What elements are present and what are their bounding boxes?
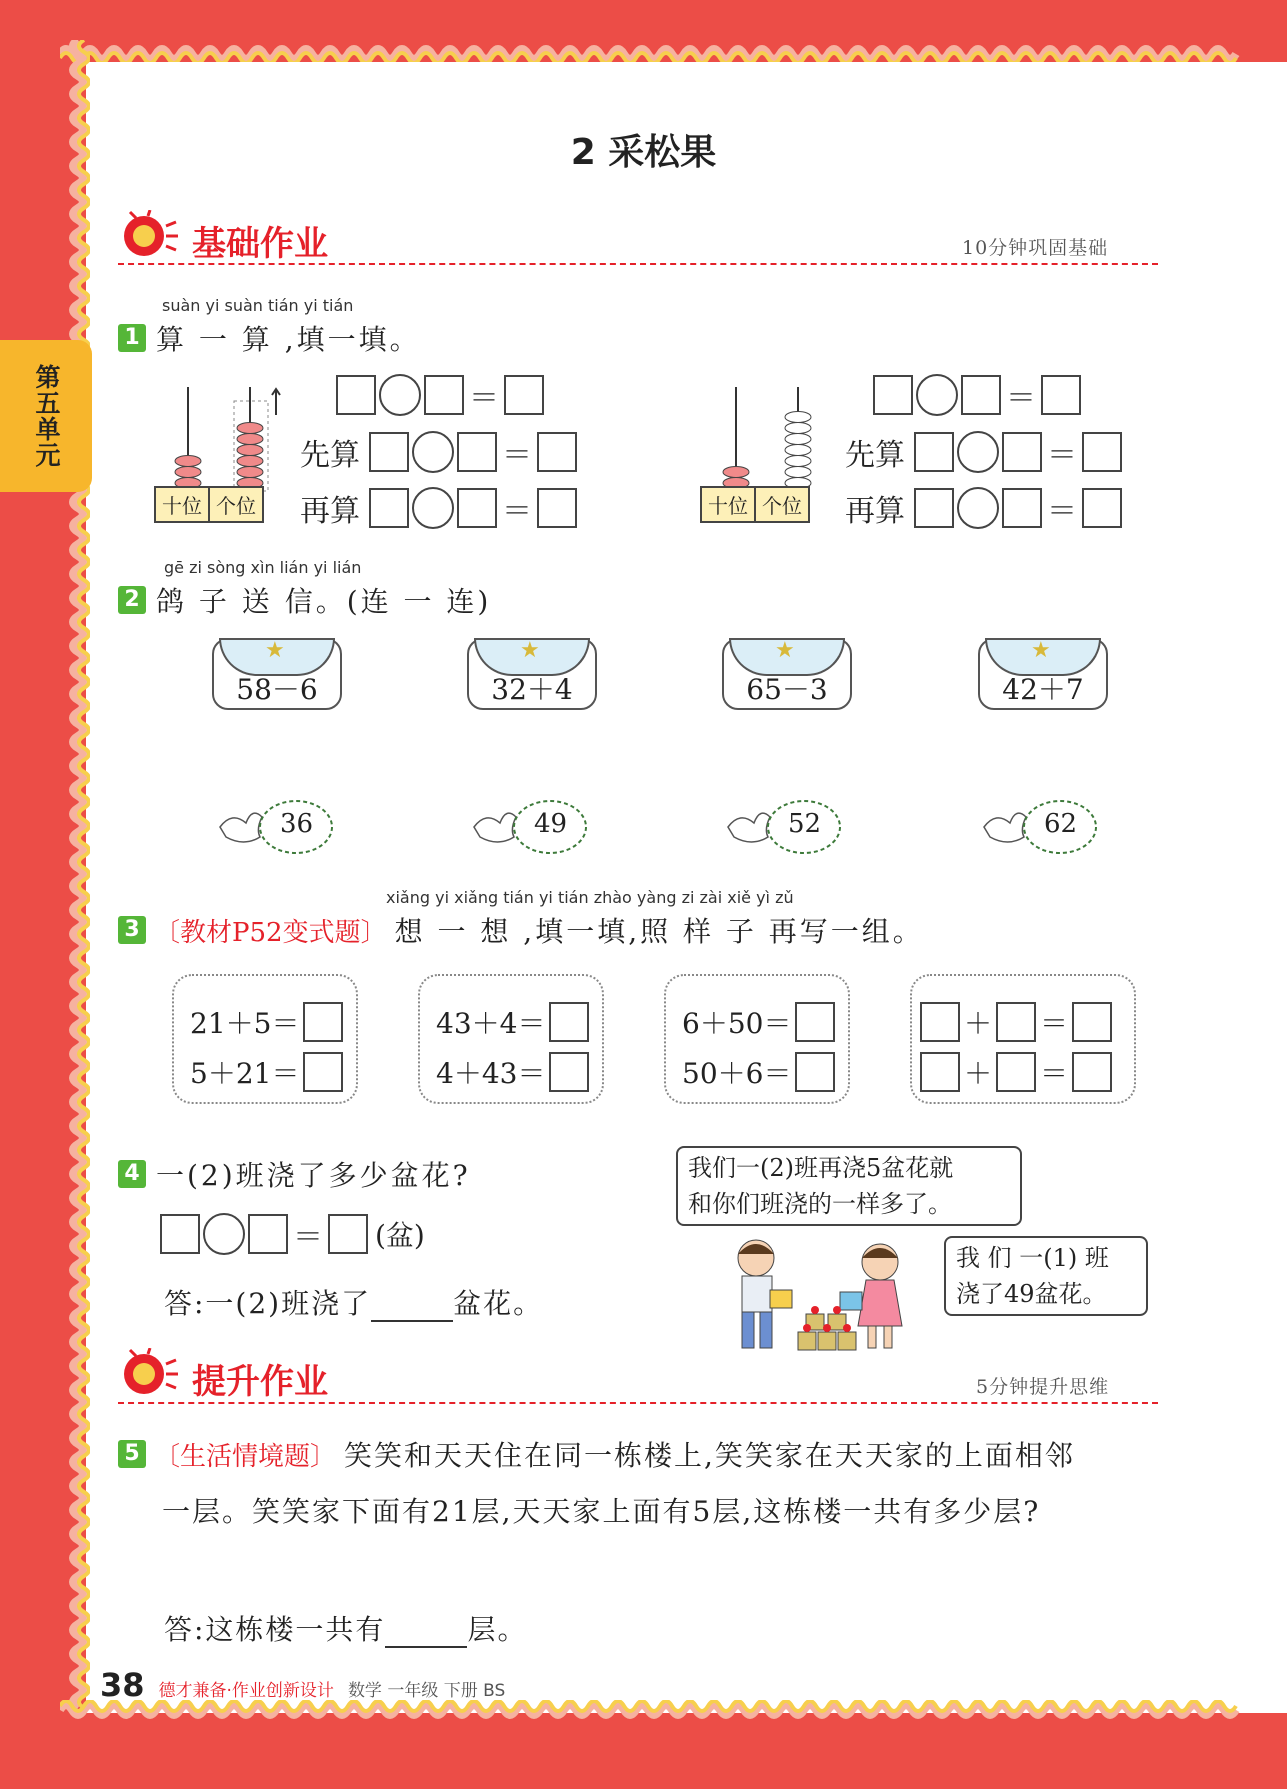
- answer-box[interactable]: [873, 375, 913, 415]
- page-number: 38: [100, 1666, 145, 1704]
- footer-info: 数学 一年级 下册 BS: [347, 1681, 506, 1701]
- q5-line2: 一层。笑笑家下面有21层,天天家上面有5层,这栋楼一共有多少层?: [162, 1495, 1041, 1528]
- abacus-ones-label: 个位: [762, 494, 802, 518]
- answer-box[interactable]: [996, 1052, 1036, 1092]
- q1-text: 算 一 算 ,填一填。: [156, 323, 421, 356]
- answer-box[interactable]: [1041, 375, 1081, 415]
- answer-box[interactable]: [160, 1214, 200, 1254]
- envelope-expression: 42＋7: [1002, 673, 1084, 706]
- card-expression: 21＋5＝: [190, 1007, 300, 1040]
- first-calc-label: 先算: [845, 438, 905, 473]
- dove-2[interactable]: [470, 797, 590, 857]
- speech-line: 浇了49盆花。: [956, 1280, 1107, 1308]
- dove-number: 49: [534, 809, 568, 839]
- q4-number: 4: [118, 1160, 146, 1188]
- envelope-1[interactable]: [212, 638, 342, 710]
- children-watering-illustration: [718, 1236, 938, 1358]
- operator-circle[interactable]: [957, 431, 999, 473]
- card-line: [190, 1002, 346, 1042]
- answer-suffix: 盆花。: [453, 1287, 544, 1320]
- card-expression: 6＋50＝: [682, 1007, 792, 1040]
- card-line: [190, 1052, 346, 1092]
- answer-box[interactable]: [424, 375, 464, 415]
- q1-right-row3: [845, 486, 1122, 530]
- abacus-bead-ones: [237, 456, 263, 467]
- bell-icon: [118, 1348, 180, 1402]
- operator-circle[interactable]: [957, 487, 999, 529]
- equation-card-4: [910, 974, 1136, 1104]
- section-basic-heading: 基础作业: [192, 224, 328, 264]
- answer-box[interactable]: [914, 488, 954, 528]
- abacus-bead-tens: [175, 467, 201, 478]
- answer-box[interactable]: [920, 1052, 960, 1092]
- abacus-left-label: [154, 486, 264, 523]
- q1-right-row1: [873, 373, 1081, 417]
- answer-box[interactable]: [303, 1002, 343, 1042]
- section-advanced-heading: 提升作业: [192, 1362, 328, 1402]
- abacus-left: [164, 385, 284, 495]
- answer-box[interactable]: [549, 1002, 589, 1042]
- abacus-bead-ones: [785, 423, 811, 434]
- q2-pinyin: gē zi sòng xìn lián yi lián: [164, 558, 362, 577]
- equals-sign: ＝: [1047, 438, 1077, 473]
- plus-sign: ＋: [964, 1057, 993, 1090]
- card-line: [920, 1052, 1126, 1092]
- abacus-right-label: [700, 486, 810, 523]
- then-calc-label: 再算: [300, 494, 360, 529]
- equals-sign: ＝: [469, 381, 499, 416]
- answer-box[interactable]: [457, 488, 497, 528]
- abacus-right: [712, 385, 832, 495]
- speech-line: 我们一(2)班再浇5盆花就: [688, 1154, 954, 1182]
- answer-box[interactable]: [1072, 1052, 1112, 1092]
- operator-circle[interactable]: [203, 1213, 245, 1255]
- section-basic-subtitle: 10分钟巩固基础: [962, 237, 1109, 259]
- envelope-4[interactable]: [978, 638, 1108, 710]
- answer-box[interactable]: [549, 1052, 589, 1092]
- envelope-expression: 58－6: [236, 673, 318, 706]
- left-wave-border: [44, 40, 90, 1720]
- abacus-bead-ones: [785, 467, 811, 478]
- abacus-bead-ones: [785, 412, 811, 423]
- dove-4[interactable]: [980, 797, 1100, 857]
- operator-circle[interactable]: [916, 374, 958, 416]
- dove-number: 52: [788, 809, 822, 839]
- equals-sign: ＝: [1040, 1007, 1069, 1040]
- answer-box[interactable]: [1002, 488, 1042, 528]
- answer-suffix: 层。: [467, 1613, 528, 1646]
- q3-text: 想 一 想 ,填一填,照 样 子 再写一组。: [394, 915, 924, 948]
- q5-number: 5: [118, 1440, 146, 1468]
- envelope-expression: 65－3: [746, 673, 828, 706]
- envelope-2[interactable]: [467, 638, 597, 710]
- q2-heading: [118, 580, 491, 620]
- operator-circle[interactable]: [379, 374, 421, 416]
- answer-box[interactable]: [1072, 1002, 1112, 1042]
- star-icon: ★: [775, 638, 795, 663]
- answer-box[interactable]: [369, 488, 409, 528]
- answer-prefix: 答:一(2)班浇了: [164, 1287, 372, 1320]
- equation-card-1: [172, 974, 358, 1104]
- card-line: [436, 1002, 592, 1042]
- q4-heading: [118, 1154, 471, 1194]
- answer-box[interactable]: [537, 432, 577, 472]
- then-calc-label: 再算: [845, 494, 905, 529]
- footer-brand: 德才兼备·作业创新设计: [158, 1681, 334, 1701]
- dove-1[interactable]: [216, 797, 336, 857]
- answer-box[interactable]: [303, 1052, 343, 1092]
- equals-sign: ＝: [1047, 494, 1077, 529]
- star-icon: ★: [520, 638, 540, 663]
- answer-blank[interactable]: [371, 1294, 453, 1322]
- q1-number: 1: [118, 324, 146, 352]
- q3-tag: 〔教材P52变式题〕: [154, 917, 387, 948]
- unit-tab: [0, 340, 92, 492]
- first-calc-label: 先算: [300, 438, 360, 473]
- q5-line1: 笑笑和天天住在同一栋楼上,笑笑家在天天家的上面相邻: [344, 1439, 1075, 1472]
- page-footer: [100, 1666, 505, 1704]
- section-advanced-divider: [118, 1402, 1158, 1404]
- q1-left-row2: [300, 430, 577, 474]
- card-expression: 5＋21＝: [190, 1057, 300, 1090]
- answer-box[interactable]: [961, 375, 1001, 415]
- card-expression: 4＋43＝: [436, 1057, 546, 1090]
- envelope-expression: 32＋4: [491, 673, 573, 706]
- operator-circle[interactable]: [412, 431, 454, 473]
- bell-icon: [118, 210, 180, 264]
- unit-label: (盆): [375, 1219, 425, 1252]
- card-line: [682, 1002, 838, 1042]
- answer-box[interactable]: [504, 375, 544, 415]
- card-line: [436, 1052, 592, 1092]
- equals-sign: ＝: [502, 438, 532, 473]
- abacus-tens-label: 十位: [156, 488, 210, 521]
- abacus-bead-ones: [785, 456, 811, 467]
- dove-number: 62: [1044, 809, 1078, 839]
- q4-answer: [164, 1282, 543, 1322]
- operator-circle[interactable]: [412, 487, 454, 529]
- abacus-bead-ones: [785, 434, 811, 445]
- q1-pinyin: suàn yi suàn tián yi tián: [162, 296, 354, 315]
- answer-box[interactable]: [795, 1052, 835, 1092]
- equation-card-2: [418, 974, 604, 1104]
- plus-sign: ＋: [964, 1007, 993, 1040]
- equals-sign: ＝: [502, 494, 532, 529]
- dove-3[interactable]: [724, 797, 844, 857]
- answer-box[interactable]: [248, 1214, 288, 1254]
- equals-sign: ＝: [1006, 381, 1036, 416]
- card-line: [682, 1052, 838, 1092]
- answer-box[interactable]: [1002, 432, 1042, 472]
- equals-sign: ＝: [293, 1220, 323, 1255]
- speech-bubble-class1: [944, 1236, 1148, 1316]
- card-expression: 50＋6＝: [682, 1057, 792, 1090]
- answer-blank[interactable]: [385, 1620, 467, 1648]
- answer-box[interactable]: [795, 1002, 835, 1042]
- card-expression: 43＋4＝: [436, 1007, 546, 1040]
- equation-card-3: [664, 974, 850, 1104]
- answer-box[interactable]: [457, 432, 497, 472]
- dove-icon: [470, 797, 590, 857]
- section-advanced-subtitle: 5分钟提升思维: [976, 1376, 1110, 1398]
- abacus-bead-ones: [237, 467, 263, 478]
- q2-number: 2: [118, 586, 146, 614]
- q5-tag: 〔生活情境题〕: [154, 1441, 337, 1472]
- q3-number: 3: [118, 916, 146, 944]
- dove-icon: [980, 797, 1100, 857]
- answer-box[interactable]: [914, 432, 954, 472]
- q1-left-row1: [336, 373, 544, 417]
- speech-line: 我 们 一(1) 班: [956, 1244, 1109, 1272]
- q3-pinyin: xiǎng yi xiǎng tián yi tián zhào yàng zi zài xiě yì zǔ: [386, 888, 794, 907]
- star-icon: ★: [265, 638, 285, 663]
- abacus-bead-ones: [237, 445, 263, 456]
- answer-box[interactable]: [1082, 432, 1122, 472]
- q5-heading: [118, 1434, 1075, 1474]
- speech-line: 和你们班浇的一样多了。: [688, 1190, 952, 1218]
- abacus-bead-ones: [237, 423, 263, 434]
- q2-text: 鸽 子 送 信。(连 一 连): [156, 585, 492, 618]
- unit-tab-label: 第五单元: [32, 364, 61, 468]
- q1-left-row3: [300, 486, 577, 530]
- abacus-bead-tens: [175, 456, 201, 467]
- answer-box[interactable]: [920, 1002, 960, 1042]
- q3-heading: [118, 910, 924, 950]
- answer-box[interactable]: [328, 1214, 368, 1254]
- dove-icon: [216, 797, 336, 857]
- answer-box[interactable]: [996, 1002, 1036, 1042]
- q4-text: 一(2)班浇了多少盆花?: [156, 1159, 471, 1192]
- answer-box[interactable]: [369, 432, 409, 472]
- speech-bubble-class2: [676, 1146, 1022, 1226]
- section-basic-divider: [118, 263, 1158, 265]
- dove-icon: [724, 797, 844, 857]
- card-line: [920, 1002, 1126, 1042]
- q1-right-row2: [845, 430, 1122, 474]
- page-title: 2 采松果: [570, 132, 717, 173]
- q4-equation: [160, 1212, 425, 1256]
- answer-box[interactable]: [537, 488, 577, 528]
- equals-sign: ＝: [1040, 1057, 1069, 1090]
- q5-answer: [164, 1608, 527, 1648]
- abacus-bead-tens: [723, 467, 749, 478]
- abacus-bead-ones: [237, 434, 263, 445]
- star-icon: ★: [1031, 638, 1051, 663]
- abacus-tens-label: 十位: [702, 488, 756, 521]
- abacus-ones-label: 个位: [216, 494, 256, 518]
- answer-prefix: 答:这栋楼一共有: [164, 1613, 386, 1646]
- answer-box[interactable]: [1082, 488, 1122, 528]
- dove-number: 36: [280, 809, 314, 839]
- q1-heading: [118, 318, 421, 358]
- abacus-bead-ones: [785, 445, 811, 456]
- answer-box[interactable]: [336, 375, 376, 415]
- envelope-3[interactable]: [722, 638, 852, 710]
